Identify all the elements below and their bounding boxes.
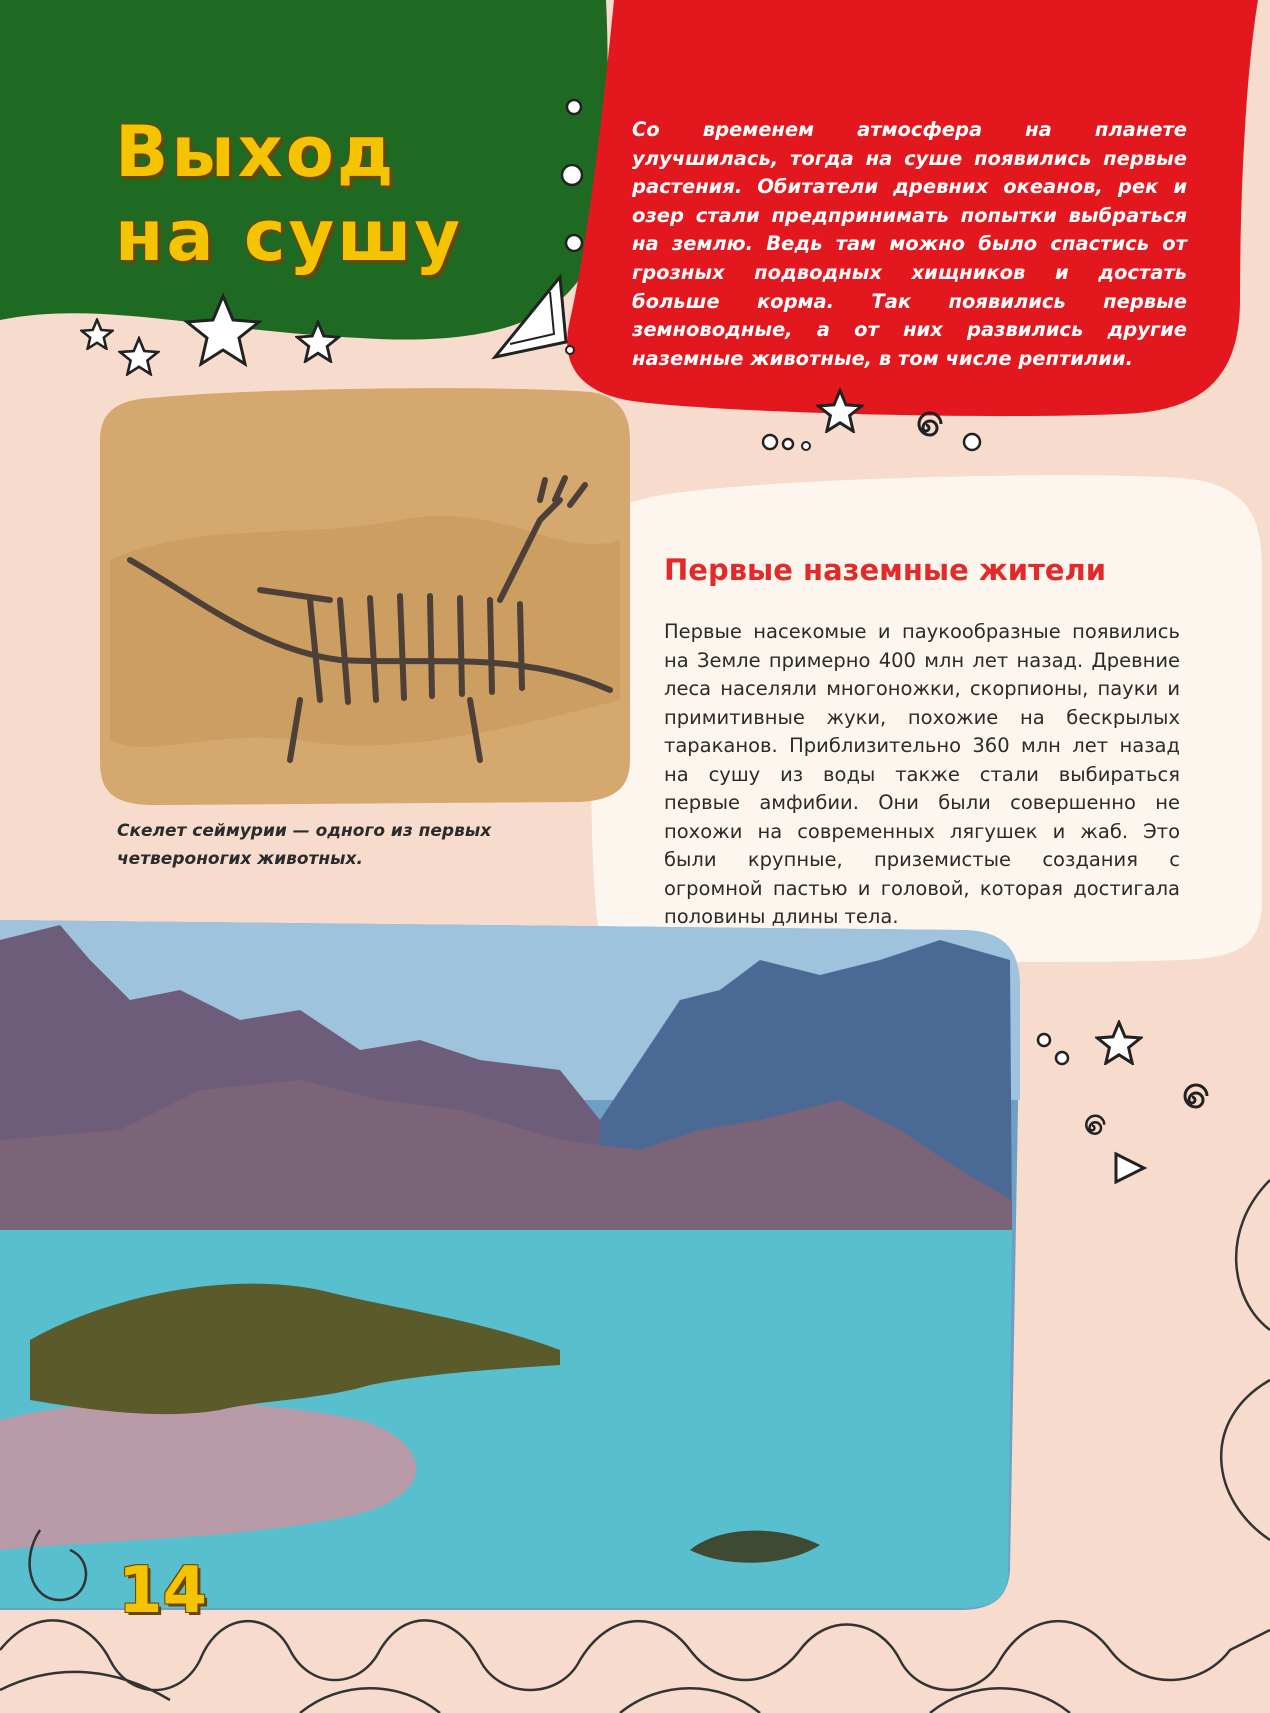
star-icon (118, 336, 160, 376)
intro-text: Со временем атмосфера на планете улучшилась, тогда на суше появились первые растения. Обитатели древних океанов, рек и озер стали предпринимать попытки выбраться на землю. Ведь там можно было спастись от грозных подводных хищников и достать больше корма. Так появились первые земноводные, а от них развились другие наземные животные, в том числе рептилии. (632, 118, 1187, 370)
star-icon (1095, 1020, 1143, 1065)
swirl-icon (1074, 1110, 1110, 1146)
circle-dot-icon (960, 430, 984, 454)
star-icon (816, 388, 864, 433)
page-title (115, 110, 463, 278)
landscape-photo (0, 920, 1020, 1610)
title-line-1: Выход (115, 111, 397, 193)
fossil-photo (100, 388, 630, 805)
circle-dot-icon (760, 430, 820, 456)
swirl-icon (1170, 1078, 1214, 1122)
title-line-2: на сушу (115, 195, 464, 277)
circle-dot-icon (1034, 1030, 1084, 1070)
star-icon (80, 318, 114, 350)
fossil-caption: Скелет сеймурии — одного из первых четвероногих животных. (117, 821, 492, 869)
triangle-icon (490, 272, 570, 362)
swirl-icon (904, 406, 948, 450)
section-title: Первые наземные жители (664, 553, 1107, 587)
star-icon (183, 292, 263, 367)
section-body: Первые насекомые и паукообразные появились на Земле примерно 400 млн лет назад. Древние леса населяли многоножки, скорпионы, пауки и примитивные жуки, похожие на бескрылых тараканов. Приблизительно 360 млн лет назад на сушу из воды также стали выбираться первые амфибии. Они были совершенно не похожи на современных лягушек и жаб. Это были крупные, приземистые создания с огромной пастью и головой, которая достигала половины длины тела. (664, 620, 1180, 928)
page-number: 14 (118, 1554, 208, 1628)
triangle-icon (1112, 1150, 1148, 1186)
star-icon (295, 320, 341, 363)
circle-dot-icon (560, 95, 590, 375)
